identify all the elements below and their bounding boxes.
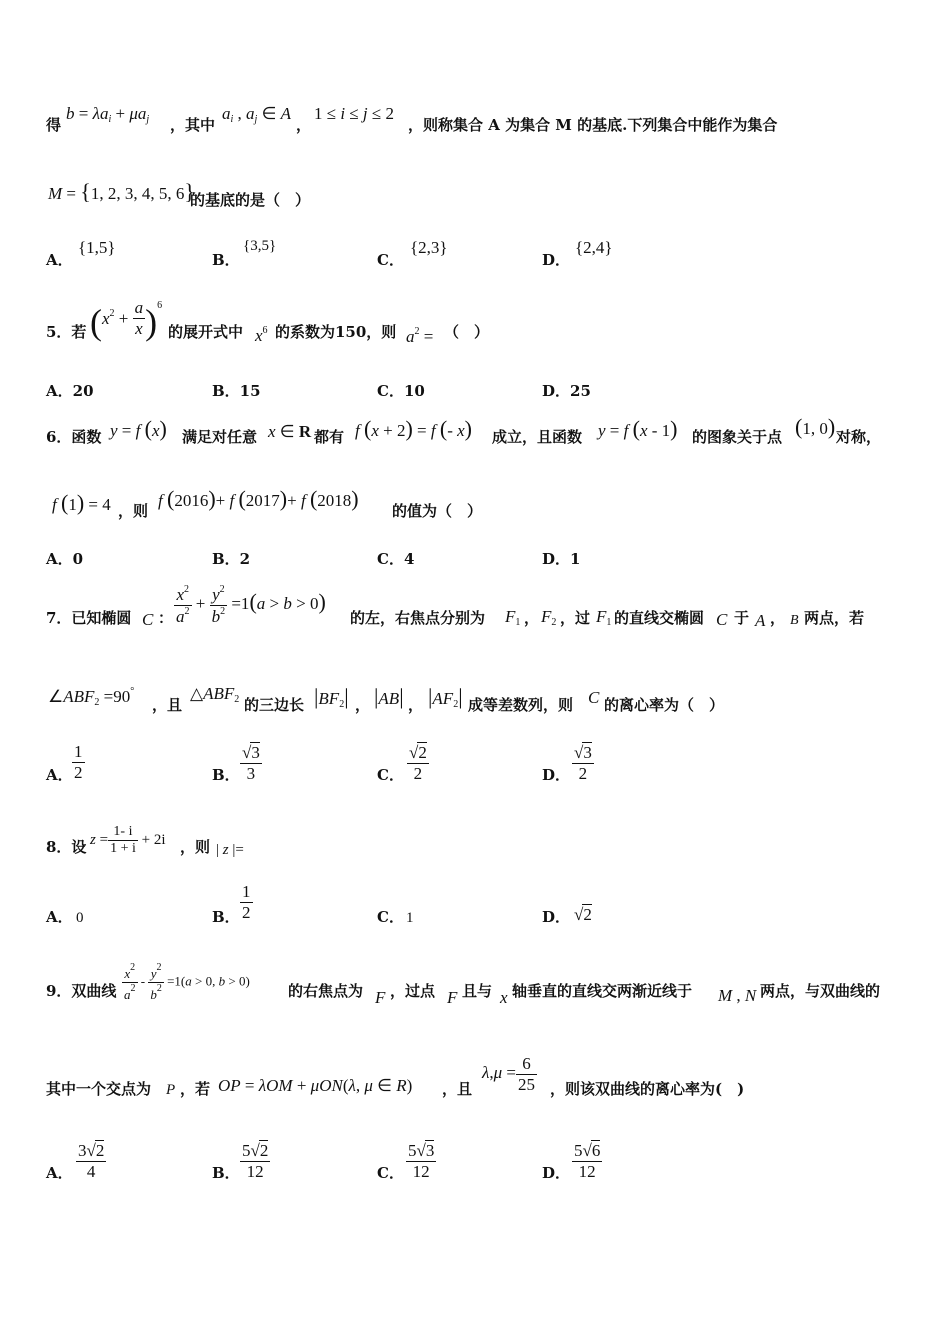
- q7-text10: 的离心率为（ ）: [604, 696, 725, 714]
- q8-option-d-value: √2: [574, 905, 592, 924]
- q9-math-F: F: [375, 988, 386, 1007]
- q9-text6: 其中一个交点为: [46, 1080, 152, 1098]
- q9-text5: 两点，与双曲线的: [760, 982, 881, 1000]
- q7-option-a-value: $\frac{1}{2}$: [74, 742, 83, 782]
- q4-text2: ，: [296, 116, 312, 134]
- q8-option-c[interactable]: C．: [377, 908, 404, 926]
- q9-math-P: P: [166, 1082, 176, 1098]
- q9-text9: ，则该双曲线的离心率为( ): [550, 1080, 745, 1098]
- q9-text7: ，若: [180, 1080, 211, 1098]
- q4-option-d-value: {2,4}: [575, 238, 613, 257]
- q4-option-d[interactable]: D．: [542, 251, 571, 269]
- q7-option-c-value: $\frac{√2}{2}$: [409, 743, 427, 783]
- q4-option-b[interactable]: B．: [212, 251, 240, 269]
- q7-option-b[interactable]: B．: [212, 766, 240, 784]
- q9-text2: ，过点: [390, 982, 436, 1000]
- q7-text2: 的左，右焦点分别为: [350, 609, 486, 627]
- q9-number: 9．双曲线: [46, 982, 117, 1000]
- q6-text2: 都有: [314, 428, 345, 446]
- q4-options: [0, 235, 950, 275]
- q4-line2: [0, 175, 950, 215]
- q5-text3: （ ）: [444, 323, 490, 341]
- q7-text8: 的三边长: [244, 696, 305, 714]
- q9-text4: 轴垂直的直线交两渐近线于: [512, 982, 693, 1000]
- q7-text5: 于: [734, 609, 750, 627]
- q4-text1: ，其中: [170, 116, 216, 134]
- q9-line1: [0, 962, 950, 1012]
- q7-option-c[interactable]: C．: [377, 766, 404, 784]
- q9-option-b-value: $\frac{5√2}{12}$: [242, 1141, 269, 1181]
- q6-math-sum: f (2016)+ f (2017)+ f (2018): [158, 486, 359, 511]
- q9-text8: ，且: [442, 1080, 473, 1098]
- q4-option-c-value: {2,3}: [410, 238, 448, 257]
- q4-math-ai-aj: $a_i$ , $a_j$ ∈ A: [222, 104, 292, 125]
- q4-option-c[interactable]: C．: [377, 251, 404, 269]
- q9-option-c-value: $\frac{5√3}{12}$: [408, 1141, 435, 1181]
- q5-math-a2: $a^2$ =: [406, 326, 434, 346]
- q4-text3: ，则称集合 A 为集合 M 的基底.下列集合中能作为集合: [408, 116, 778, 134]
- q9-text3: 且与: [462, 982, 493, 1000]
- q6-option-b[interactable]: B．2: [212, 550, 251, 568]
- q6-math-xR: x ∈ R: [268, 422, 312, 441]
- q8-option-b-value: $\frac{1}{2}$: [242, 882, 251, 922]
- q5-text1: 的展开式中: [168, 323, 244, 341]
- q7-math-F2: $F_2$: [541, 607, 557, 628]
- q7-comma: ，: [524, 609, 540, 627]
- q9-math-lambda-mu: λ,μ = $\frac{6}{25}$: [482, 1054, 536, 1094]
- q9-math-vector: OP = λOM + μON(λ, μ ∈ R): [218, 1076, 413, 1095]
- q6-text5: 对称，: [836, 428, 882, 446]
- q9-option-d-value: $\frac{5√6}{12}$: [574, 1141, 601, 1181]
- q6-math-f1: f (1) = 4: [52, 490, 111, 515]
- q5-option-a[interactable]: A．20: [46, 382, 94, 400]
- q7-text6: 两点，若: [804, 609, 865, 627]
- q8-option-b[interactable]: B．: [212, 908, 240, 926]
- q6-math-yfx1: y = f (x - 1): [598, 416, 678, 441]
- q6-text4: 的图象关于点: [692, 428, 783, 446]
- q4-lead: 得: [46, 116, 62, 134]
- q9-math-x: x: [500, 988, 508, 1007]
- q7-text4: 的直线交椭圆: [614, 609, 705, 627]
- q7-text1: ：: [158, 609, 174, 627]
- q7-math-angle: $\angle ABF_2 =90^\circ$: [48, 686, 135, 708]
- q7-line2: [0, 680, 950, 720]
- q7-math-ellipse: $\frac{x^2}{a^2}$ + $\frac{y^2}{b^2}$ =1(a > b > 0): [176, 584, 326, 626]
- q7-number: 7．已知椭圆: [46, 609, 132, 627]
- q5-math-binomial: ($x^2$ + $\frac{a}{x}$ )$^6$: [90, 298, 163, 342]
- q9-option-d[interactable]: D．: [542, 1164, 571, 1182]
- q4-option-a[interactable]: A．: [46, 251, 73, 269]
- q9-options: [0, 1138, 950, 1194]
- q5-stem: [0, 298, 950, 350]
- q5-options: [0, 378, 950, 402]
- q6-text7: 的值为（ ）: [392, 502, 483, 520]
- q6-text1: 满足对任意: [182, 428, 258, 446]
- q5-option-d[interactable]: D．25: [542, 382, 591, 400]
- q6-option-d[interactable]: D．1: [542, 550, 581, 568]
- q8-number: 8．设: [46, 838, 87, 856]
- q8-option-c-value: 1: [406, 910, 414, 926]
- q6-option-a[interactable]: A．0: [46, 550, 84, 568]
- q9-option-b[interactable]: B．: [212, 1164, 240, 1182]
- q6-line2: [0, 484, 950, 524]
- q9-text1: 的右焦点为: [288, 982, 364, 1000]
- q7-math-AF2: $|AF_2|$: [428, 684, 463, 710]
- q6-option-c[interactable]: C．4: [377, 550, 415, 568]
- q7-math-AB: |AB|: [374, 684, 404, 709]
- q7-math-A: A: [755, 611, 766, 630]
- q4-text4: 的基底的是（ ）: [190, 191, 311, 209]
- q5-option-b[interactable]: B．15: [212, 382, 261, 400]
- q7-text3: ，过: [560, 609, 591, 627]
- q7-math-triangle: $\triangle ABF_2$: [190, 684, 240, 705]
- q9-math-hyperbola: $\frac{x^2}{a^2}$ - $\frac{y^2}{b^2}$ =1(a > 0, b > 0): [124, 962, 250, 1002]
- q4-math-b: $b = \lambda a_i + \mu a_j$: [66, 104, 150, 125]
- q6-text3: 成立，且函数: [492, 428, 583, 446]
- q7-math-C2: C: [716, 610, 728, 629]
- q7-math-C3: C: [588, 688, 600, 707]
- q8-option-a[interactable]: A．: [46, 908, 73, 926]
- q6-number: 6．函数: [46, 428, 102, 446]
- q7-option-d-value: $\frac{√3}{2}$: [574, 743, 592, 783]
- q7-text9: 成等差数列，则: [468, 696, 574, 714]
- q7-math-BF2: $|BF_2|$: [314, 684, 349, 710]
- q6-math-yfx: y = f (x): [110, 416, 167, 441]
- q8-options: [0, 882, 950, 932]
- q7-comma3: ，: [355, 696, 371, 714]
- q7-comma4: ，: [408, 696, 424, 714]
- q6-math-point: (1, 0): [795, 414, 836, 439]
- q5-text2: 的系数为150，则: [275, 323, 397, 341]
- q6-line1: [0, 412, 950, 452]
- q9-line2: [0, 1050, 950, 1102]
- q9-math-MN: M , N: [718, 986, 757, 1005]
- q9-option-c[interactable]: C．: [377, 1164, 404, 1182]
- q7-math-F1: $F_1$: [505, 607, 521, 628]
- q7-option-a[interactable]: A．: [46, 766, 73, 784]
- q7-math-C: C: [142, 610, 154, 629]
- q7-option-b-value: $\frac{√3}{3}$: [242, 743, 260, 783]
- q6-text6: ，则: [118, 502, 149, 520]
- q8-math-z: z = $\frac{1- i}{1 + i}$ + 2i: [90, 824, 166, 857]
- q5-number: 5．若: [46, 323, 87, 341]
- q7-text7: ，且: [152, 696, 183, 714]
- q8-math-absz: | z |=: [216, 842, 244, 858]
- q7-math-B: B: [790, 613, 799, 628]
- q7-comma2: ，: [770, 609, 786, 627]
- q7-option-d[interactable]: D．: [542, 766, 571, 784]
- q9-math-F2: F: [447, 988, 458, 1007]
- q5-math-x6: $x^6$: [255, 325, 268, 345]
- q7-math-F1b: $F_1$: [596, 607, 612, 628]
- q4-line1: [0, 100, 950, 140]
- q9-option-a[interactable]: A．: [46, 1164, 73, 1182]
- q7-line1: [0, 584, 950, 636]
- q5-option-c[interactable]: C．10: [377, 382, 425, 400]
- q4-math-M: M = {1, 2, 3, 4, 5, 6}: [48, 179, 195, 204]
- q4-option-b-value: {3,5}: [243, 238, 277, 254]
- q8-option-d[interactable]: D．: [542, 908, 571, 926]
- q7-options: [0, 740, 950, 796]
- q6-math-fx2: f (x + 2) = f (- x): [355, 416, 472, 441]
- q6-options: [0, 546, 950, 570]
- q8-stem: [0, 822, 950, 866]
- q8-option-a-value: 0: [76, 910, 84, 926]
- q9-option-a-value: $\frac{3√2}{4}$: [78, 1141, 105, 1181]
- q8-text1: ，则: [180, 838, 211, 856]
- q4-option-a-value: {1,5}: [78, 238, 116, 257]
- q4-math-range: 1 ≤ i ≤ j ≤ 2: [314, 104, 394, 123]
